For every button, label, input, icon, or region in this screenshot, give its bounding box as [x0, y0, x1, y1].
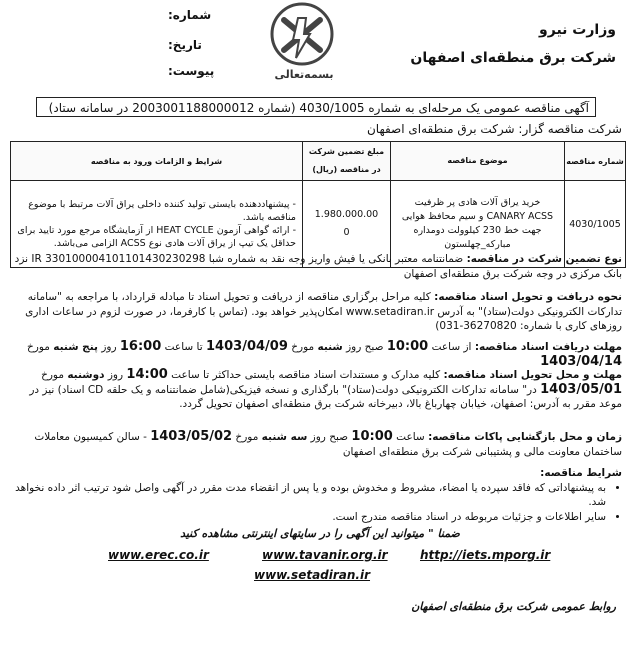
- opening-paragraph: [14, 430, 622, 459]
- opening-text-mid1: صبح روز: [310, 431, 349, 443]
- submission-deadline-label: مهلت و محل تحویل اسناد مناقصه:: [443, 369, 622, 381]
- receipt-text-mid1: صبح روز: [346, 341, 384, 353]
- link-iets[interactable]: http://iets.mporg.ir: [420, 548, 551, 562]
- receipt-end-day: پنج شنبه: [53, 341, 98, 353]
- logo-caption: بسمه‌تعالی: [274, 68, 334, 81]
- link-tavanir[interactable]: www.tavanir.org.ir: [262, 548, 388, 562]
- opening-date: 1403/05/02: [150, 429, 233, 444]
- submission-text-pre: کلیه مدارک و مستندات اسناد مناقصه بایستی حداکثر تا ساعت: [171, 369, 441, 381]
- opening-text-mid2: مورخ: [235, 431, 259, 443]
- submission-date: 1403/05/01: [540, 381, 622, 397]
- submission-day: دوشنبه: [67, 369, 105, 381]
- documents-procedure-paragraph: [14, 290, 622, 334]
- submission-deadline-paragraph: [14, 368, 622, 412]
- cell-subject: خرید یراق آلات هادی پر ظرفیت CANARY ACSS و سیم محافظ هوایی جهت خط 230 کیلوولت دومداره مبارکه_چهلستون: [391, 181, 565, 268]
- receipt-end-time: 16:00: [119, 339, 162, 354]
- public-relations-signature: روابط عمومی شرکت برق منطقه‌ای اصفهان: [411, 600, 616, 613]
- receipt-text-mid5: مورخ: [27, 341, 50, 353]
- receipt-text-pre: از ساعت: [431, 341, 472, 353]
- header-conditions: شرایط و الزامات ورود به مناقصه: [11, 142, 303, 181]
- opening-label: زمان و محل بازگشایی پاکات مناقصه:: [428, 431, 622, 443]
- submission-time: 14:00: [126, 367, 168, 382]
- websites-note: ضمنا " میتوانید این آگهی را در سایتهای اینترنتی مشاهده کنید: [180, 527, 460, 540]
- list-item: • به پیشنهاداتی که فاقد سپرده یا امضاء، مشروط و مخدوش بوده و یا پس از انقضاء مدت مقرر در آگهی واصل شود ترتیب اثر داده نخواهد شد.: [14, 481, 606, 510]
- submission-text-mid1: روز: [107, 369, 124, 381]
- company-name: شرکت برق منطقه‌ای اصفهان: [410, 50, 616, 66]
- guarantee-type-label: نوع تضمین شرکت در مناقصه:: [466, 253, 622, 265]
- header-subject: موضوع مناقصه: [391, 142, 565, 181]
- header-tender-number: شماره مناقصه: [565, 142, 626, 181]
- organizer-line: شرکت مناقصه گزار: شرکت برق منطقه‌ای اصفهان: [366, 122, 622, 136]
- link-erec[interactable]: www.erec.co.ir: [108, 548, 209, 562]
- tender-table: [10, 141, 626, 268]
- receipt-deadline-label: مهلت دریافت اسناد مناقصه:: [474, 341, 622, 353]
- guarantee-type-paragraph: [14, 252, 622, 281]
- receipt-start-day: شنبه: [317, 341, 343, 353]
- ministry-name: وزارت نیرو: [539, 22, 616, 38]
- date-label: تاریخ:: [168, 38, 202, 52]
- opening-text: - سالن کمیسیون معاملات ساختمان معاونت مالی و پشتیبانی شرکت برق منطقه‌ای اصفهان: [34, 431, 622, 458]
- conditions-label: شرایط مناقصه:: [540, 467, 622, 479]
- receipt-text-mid4: روز: [101, 341, 117, 353]
- number-label: شماره:: [168, 8, 212, 22]
- list-item: • سایر اطلاعات و جزئیات مربوطه در اسناد مناقصه مندرج است.: [14, 510, 606, 525]
- receipt-text-mid2: مورخ: [291, 341, 315, 353]
- conditions-list: [14, 481, 622, 525]
- attachment-label: پیوست:: [168, 64, 215, 78]
- receipt-end-date: 1403/04/14: [540, 353, 622, 369]
- opening-text-pre: ساعت: [396, 431, 425, 443]
- guarantee-amount-line2: 0: [343, 227, 350, 238]
- condition-1: - پیشنهاددهنده بایستی تولید کننده داخلی یراق آلات مرتبط با موضوع مناقصه باشد.: [28, 199, 296, 223]
- conditions-section: [14, 466, 622, 524]
- opening-day: سه شنبه: [261, 431, 308, 443]
- receipt-start-time: 10:00: [386, 339, 429, 354]
- guarantee-amount-line1: 1.980.000.00: [314, 209, 379, 220]
- guarantee-type-text: ضمانتنامه معتبر بانکی یا فیش واریز وجه نقد به شماره شبا IR 330100004101101430230298 نزد بانک مرکزی در وجه شرکت برق منطقه‌ای اصفهان: [14, 253, 622, 280]
- documents-procedure-label: نحوه دریافت و تحویل اسناد مناقصه:: [434, 291, 622, 303]
- condition-2: - ارائه گواهی آزمون HEAT CYCLE از آزمایشگاه مرجع مورد تایید برای حداقل یک تیپ از یراق آلات هادی نوع ACSS الزامی می‌باشد.: [17, 225, 296, 249]
- header-guarantee: مبلغ تضمین شرکت در مناقصه (ریال): [303, 142, 391, 181]
- cell-tender-number: 4030/1005: [565, 181, 626, 268]
- opening-time: 10:00: [351, 429, 393, 444]
- table-header-row: [11, 142, 626, 181]
- documents-procedure-text: کلیه مراحل برگزاری مناقصه از دریافت و تحویل اسناد تا مبادله قرارداد، با مراجعه به "سامانه تدارکات الکترونیکی دولت(ستاد)" به آدرس www.setadiran.ir امکان‌پذیر خواهد بود. (تماس با کارفرما، در صورت لزوم در ساعات اداری روزهای کاری با شماره: 36270820-031): [25, 291, 622, 332]
- notice-title: آگهی مناقصه عمومی یک مرحله‌ای به شماره 4030/1005 (شماره 2003001188000012 در سامانه ستاد): [36, 97, 596, 117]
- submission-text-mid2: مورخ: [41, 369, 64, 381]
- receipt-text-mid3: تا ساعت: [164, 341, 203, 353]
- receipt-deadline-paragraph: [14, 340, 622, 369]
- submission-text: در" سامانه تدارکات الکترونیکی دولت(ستاد)" بارگذاری و نسخه فیزیکی(شامل ضمانتنامه و یک حلقه CD اسناد) نیز در موعد مقرر به آدرس: اصفهان، خیابان چهارباغ بالا، دبیرخانه شرکت برق منطقه‌ای اصفهان تحویل گردد.: [29, 383, 622, 410]
- receipt-start-date: 1403/04/09: [206, 339, 288, 354]
- link-setadiran[interactable]: www.setadiran.ir: [254, 568, 371, 582]
